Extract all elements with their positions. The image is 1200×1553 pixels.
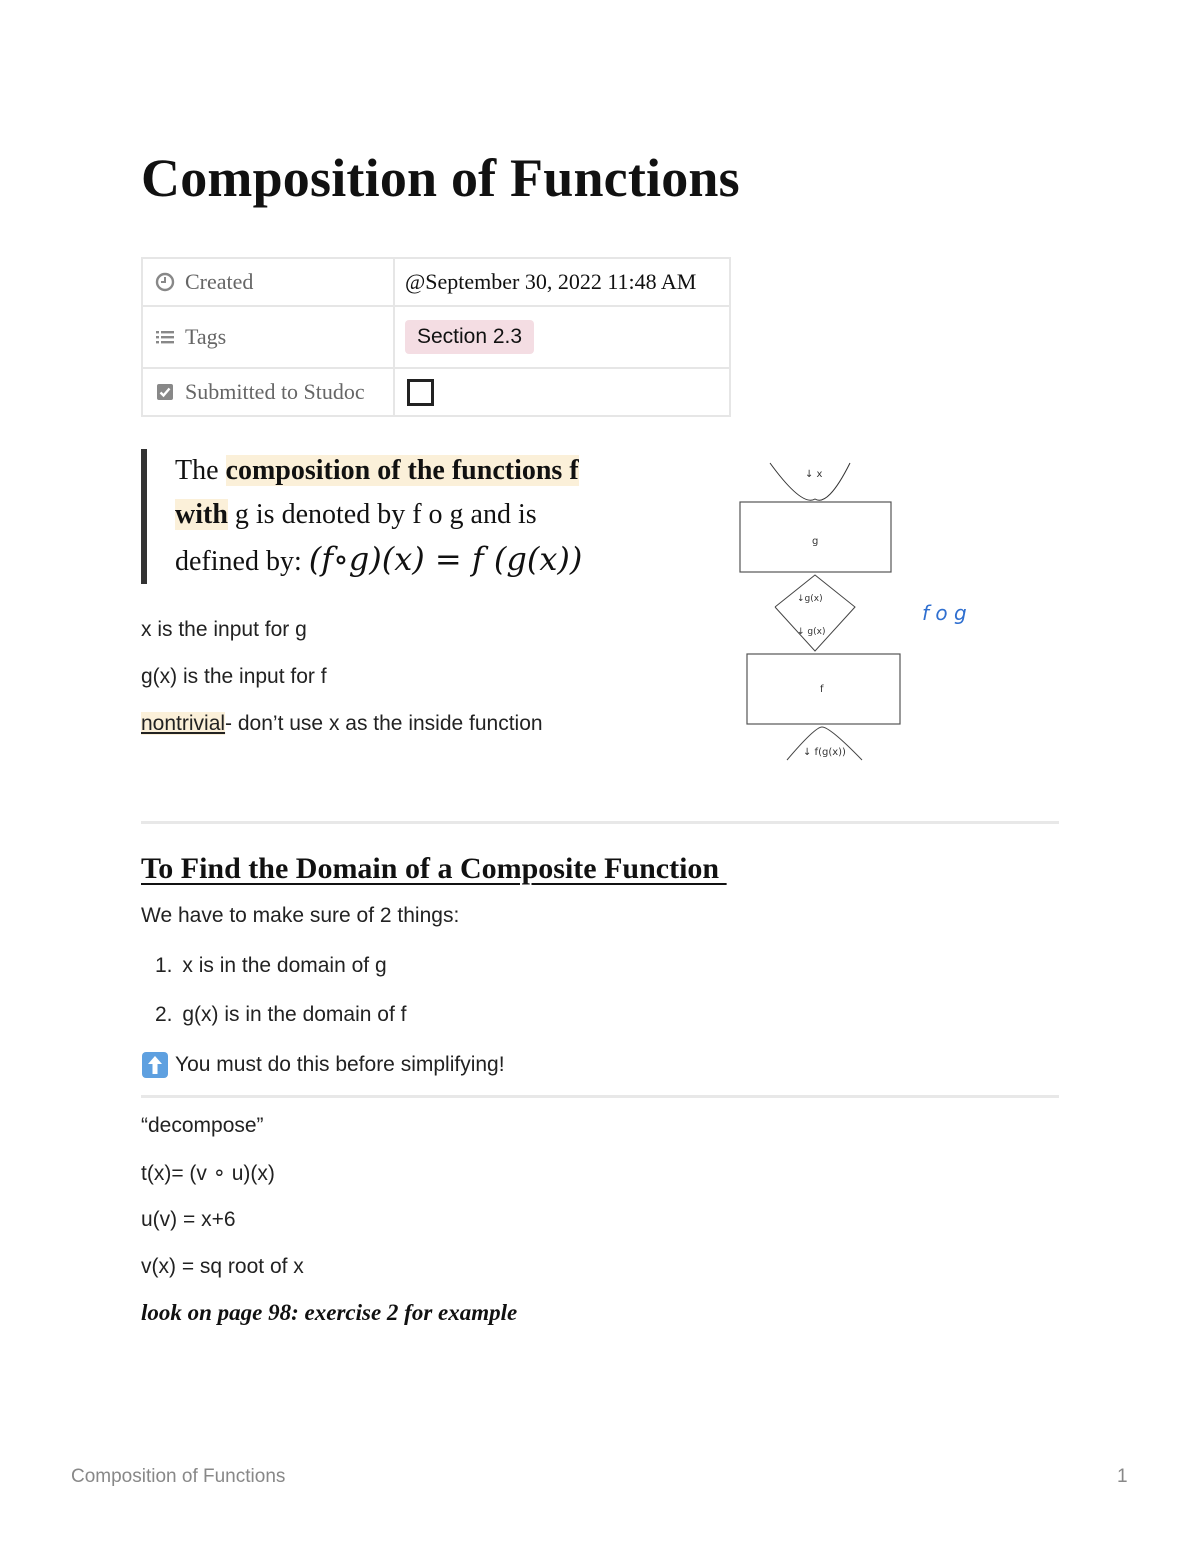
simplify-note: You must do this before simplifying! (141, 1051, 505, 1079)
decompose-title: “decompose” (141, 1114, 264, 1137)
page-number: 1 (1117, 1466, 1128, 1487)
sketch-box-f-label: f (820, 684, 824, 695)
clock-icon (155, 272, 175, 292)
highlight-with: with (175, 499, 228, 530)
tag-badge[interactable]: Section 2.3 (405, 320, 534, 354)
properties-table (141, 257, 731, 417)
sketch-out-label: ↓ f(g(x)) (803, 747, 846, 758)
domain-item-1: 1. x is in the domain of g (155, 954, 387, 977)
note-x-input: x is the input for g (141, 618, 307, 641)
property-key-created: Created (185, 269, 254, 294)
note-gx-input: g(x) is the input for f (141, 665, 327, 688)
submitted-checkbox[interactable] (407, 379, 434, 406)
decompose-line-1: t(x)= (v ∘ u)(x) (141, 1162, 275, 1185)
sketch-side-label: f o g (922, 601, 967, 625)
definition-callout (141, 449, 621, 584)
highlight-composition: composition of the functions f (225, 455, 579, 486)
property-key-tags: Tags (185, 324, 227, 349)
footer-title: Composition of Functions (71, 1466, 286, 1487)
note-nontrivial: nontrivial- don’t use x as the inside function (141, 712, 543, 735)
domain-item-2: 2. g(x) is in the domain of f (155, 1003, 407, 1026)
decompose-line-2: u(v) = x+6 (141, 1208, 236, 1231)
up-arrow-icon (141, 1051, 169, 1079)
sketch-mid-label-a: ↓g(x) (797, 594, 823, 604)
domain-intro: We have to make sure of 2 things: (141, 904, 460, 927)
callout-line-3: defined by: (f∘g)(x) = f (g(x)) (175, 540, 583, 578)
middle-diamond (775, 575, 855, 651)
property-key-submitted: Submitted to Studoc (185, 379, 365, 404)
divider-2 (141, 1095, 1059, 1098)
property-row-tags (142, 306, 730, 368)
divider-1 (141, 821, 1059, 824)
property-row-created (142, 258, 730, 306)
sketch-mid-label-b: ↓ g(x) (797, 627, 826, 637)
callout-line-1: The composition of the functions f (175, 455, 579, 486)
checkbox-icon (155, 382, 175, 402)
property-row-submitted (142, 368, 730, 416)
sketch-in-label: ↓ x (805, 469, 823, 480)
example-reference: look on page 98: exercise 2 for example (141, 1300, 518, 1325)
decompose-line-3: v(x) = sq root of x (141, 1255, 304, 1278)
nontrivial-link[interactable]: nontrivial (141, 712, 226, 735)
function-machine-sketch (730, 455, 1000, 775)
callout-line-2: with g is denoted by f o g and is (175, 499, 537, 530)
sketch-box-g-label: g (812, 536, 819, 547)
composition-formula: (f∘g)(x) = f (g(x)) (308, 540, 583, 578)
domain-heading: To Find the Domain of a Composite Function (141, 852, 727, 885)
created-date: @September 30, 2022 11:48 AM (405, 269, 697, 294)
list-icon (155, 327, 175, 347)
page-title: Composition of Functions (141, 148, 740, 208)
